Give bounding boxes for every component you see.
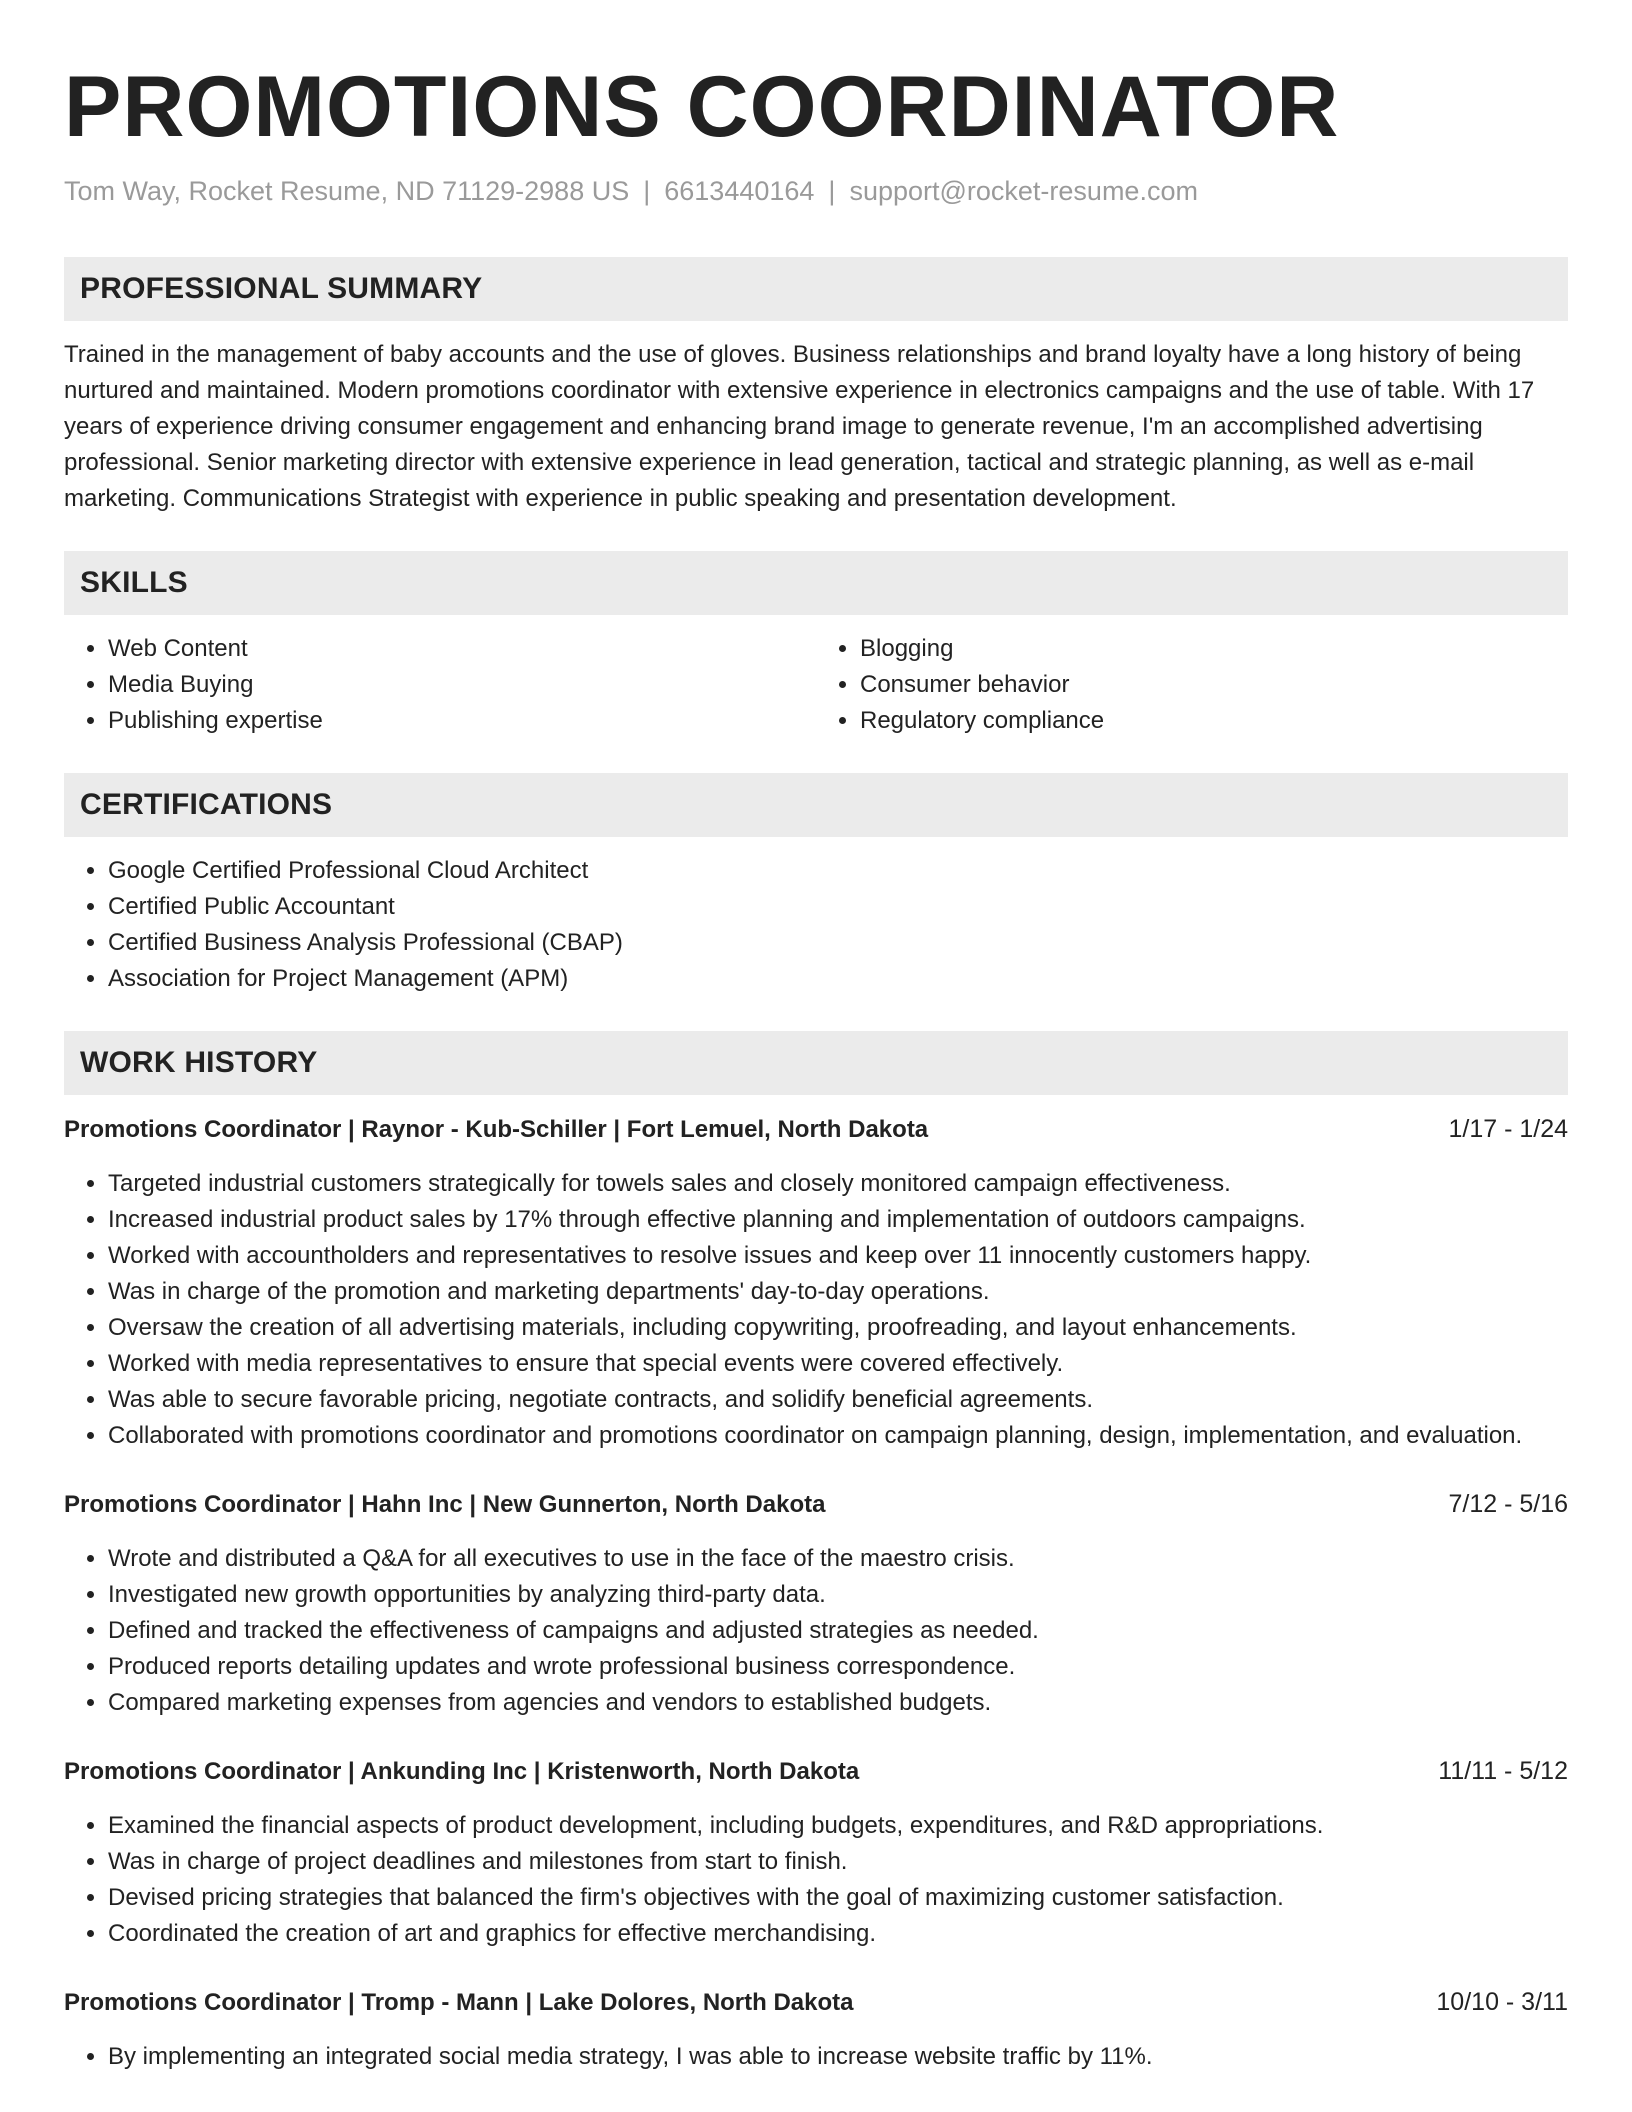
contact-separator: | [643,176,651,206]
job-dates: 11/11 - 5/12 [1438,1757,1568,1785]
section-header-work-history: WORK HISTORY [64,1031,1568,1095]
skill-item: • Consumer behavior [860,667,1568,703]
job-heading: Promotions Coordinator | Ankunding Inc | Kristenworth, North Dakota [64,1758,860,1785]
skills-list-left [64,631,816,739]
job-bullet: • Oversaw the creation of all advertising materials, including copywriting, proofreading, and layout enhancements. [108,1310,1568,1346]
job-heading: Promotions Coordinator | Raynor - Kub-Schiller | Fort Lemuel, North Dakota [64,1116,929,1143]
job-heading-row [64,1753,1568,1790]
job-bullet: • Collaborated with promotions coordinator and promotions coordinator on campaign planning, design, implementation, and evaluation. [108,1418,1568,1454]
contact-address: Tom Way, Rocket Resume, ND 71129-2988 US [64,176,630,206]
job-bullet: • Produced reports detailing updates and wrote professional business correspondence. [108,1649,1568,1685]
job-bullet: • Targeted industrial customers strategically for towels sales and closely monitored campaign effectiveness. [108,1166,1568,1202]
job-bullet: • Examined the financial aspects of product development, including budgets, expenditures, and R&D appropriations. [108,1808,1568,1844]
certification-item: • Certified Business Analysis Professional (CBAP) [108,925,1568,961]
job-bullet: • Increased industrial product sales by 17% through effective planning and implementation of outdoors campaigns. [108,1202,1568,1238]
job-heading-row [64,1984,1568,2021]
section-header-summary: PROFESSIONAL SUMMARY [64,257,1568,321]
job-bullet: • Wrote and distributed a Q&A for all executives to use in the face of the maestro crisis. [108,1541,1568,1577]
certification-item: • Google Certified Professional Cloud Architect [108,853,1568,889]
skill-item: • Publishing expertise [108,703,816,739]
job-bullet: • Coordinated the creation of art and graphics for effective merchandising. [108,1916,1568,1952]
job-dates: 10/10 - 3/11 [1436,1988,1568,2016]
contact-email: support@rocket-resume.com [849,176,1198,206]
job-bullets [64,1808,1568,1952]
job-bullets [64,1541,1568,1721]
job-bullet: • Was in charge of project deadlines and milestones from start to finish. [108,1844,1568,1880]
skill-item: • Regulatory compliance [860,703,1568,739]
certification-item: • Association for Project Management (APM) [108,961,1568,997]
skills-list-right [816,631,1568,739]
summary-text: Trained in the management of baby accounts and the use of gloves. Business relationships and brand loyalty have a long history of being nurtured and maintained. Modern promotions coordinator with extensive experience in electronics campaigns and the use of table. With 17 years of experience driving consumer engagement and enhancing brand image to generate revenue, I'm an accomplished advertising professional. Senior marketing director with extensive experience in lead generation, tactical and strategic planning, as well as e-mail marketing. Communications Strategist with experience in public speaking and presentation development. [64,341,1535,512]
job-dates: 7/12 - 5/16 [1448,1490,1568,1518]
job-heading-row [64,1486,1568,1523]
certifications-list [64,853,1568,997]
job-heading-row [64,1111,1568,1148]
job-bullet: • Compared marketing expenses from agencies and vendors to established budgets. [108,1685,1568,1721]
job-bullet: • Devised pricing strategies that balanced the firm's objectives with the goal of maximizing customer satisfaction. [108,1880,1568,1916]
skill-item: • Web Content [108,631,816,667]
resume-title: PROMOTIONS COORDINATOR [64,59,1340,155]
contact-phone: 6613440164 [664,176,815,206]
skills-grid [64,631,1568,739]
contact-line [64,176,1568,207]
job-bullet: • Was able to secure favorable pricing, negotiate contracts, and solidify beneficial agreements. [108,1382,1568,1418]
job-heading: Promotions Coordinator | Hahn Inc | New Gunnerton, North Dakota [64,1491,826,1518]
certification-item: • Certified Public Accountant [108,889,1568,925]
job-dates: 1/17 - 1/24 [1448,1115,1568,1143]
job-bullets [64,1166,1568,1454]
job-bullets [64,2039,1568,2075]
job-entry [64,1753,1568,1952]
job-bullet: • Worked with media representatives to ensure that special events were covered effectively. [108,1346,1568,1382]
job-entry [64,1486,1568,1721]
contact-separator: | [828,176,836,206]
skill-item: • Blogging [860,631,1568,667]
job-bullet: • Investigated new growth opportunities by analyzing third-party data. [108,1577,1568,1613]
job-entry [64,1984,1568,2075]
job-entry [64,1111,1568,1454]
job-bullet: • Worked with accountholders and representatives to resolve issues and keep over 11 innocently customers happy. [108,1238,1568,1274]
section-header-certifications: CERTIFICATIONS [64,773,1568,837]
section-header-skills: SKILLS [64,551,1568,615]
job-heading: Promotions Coordinator | Tromp - Mann | Lake Dolores, North Dakota [64,1989,854,2016]
job-bullet: • Was in charge of the promotion and marketing departments' day-to-day operations. [108,1274,1568,1310]
job-bullet: • Defined and tracked the effectiveness of campaigns and adjusted strategies as needed. [108,1613,1568,1649]
job-bullet: • By implementing an integrated social media strategy, I was able to increase website traffic by 11%. [108,2039,1568,2075]
skill-item: • Media Buying [108,667,816,703]
